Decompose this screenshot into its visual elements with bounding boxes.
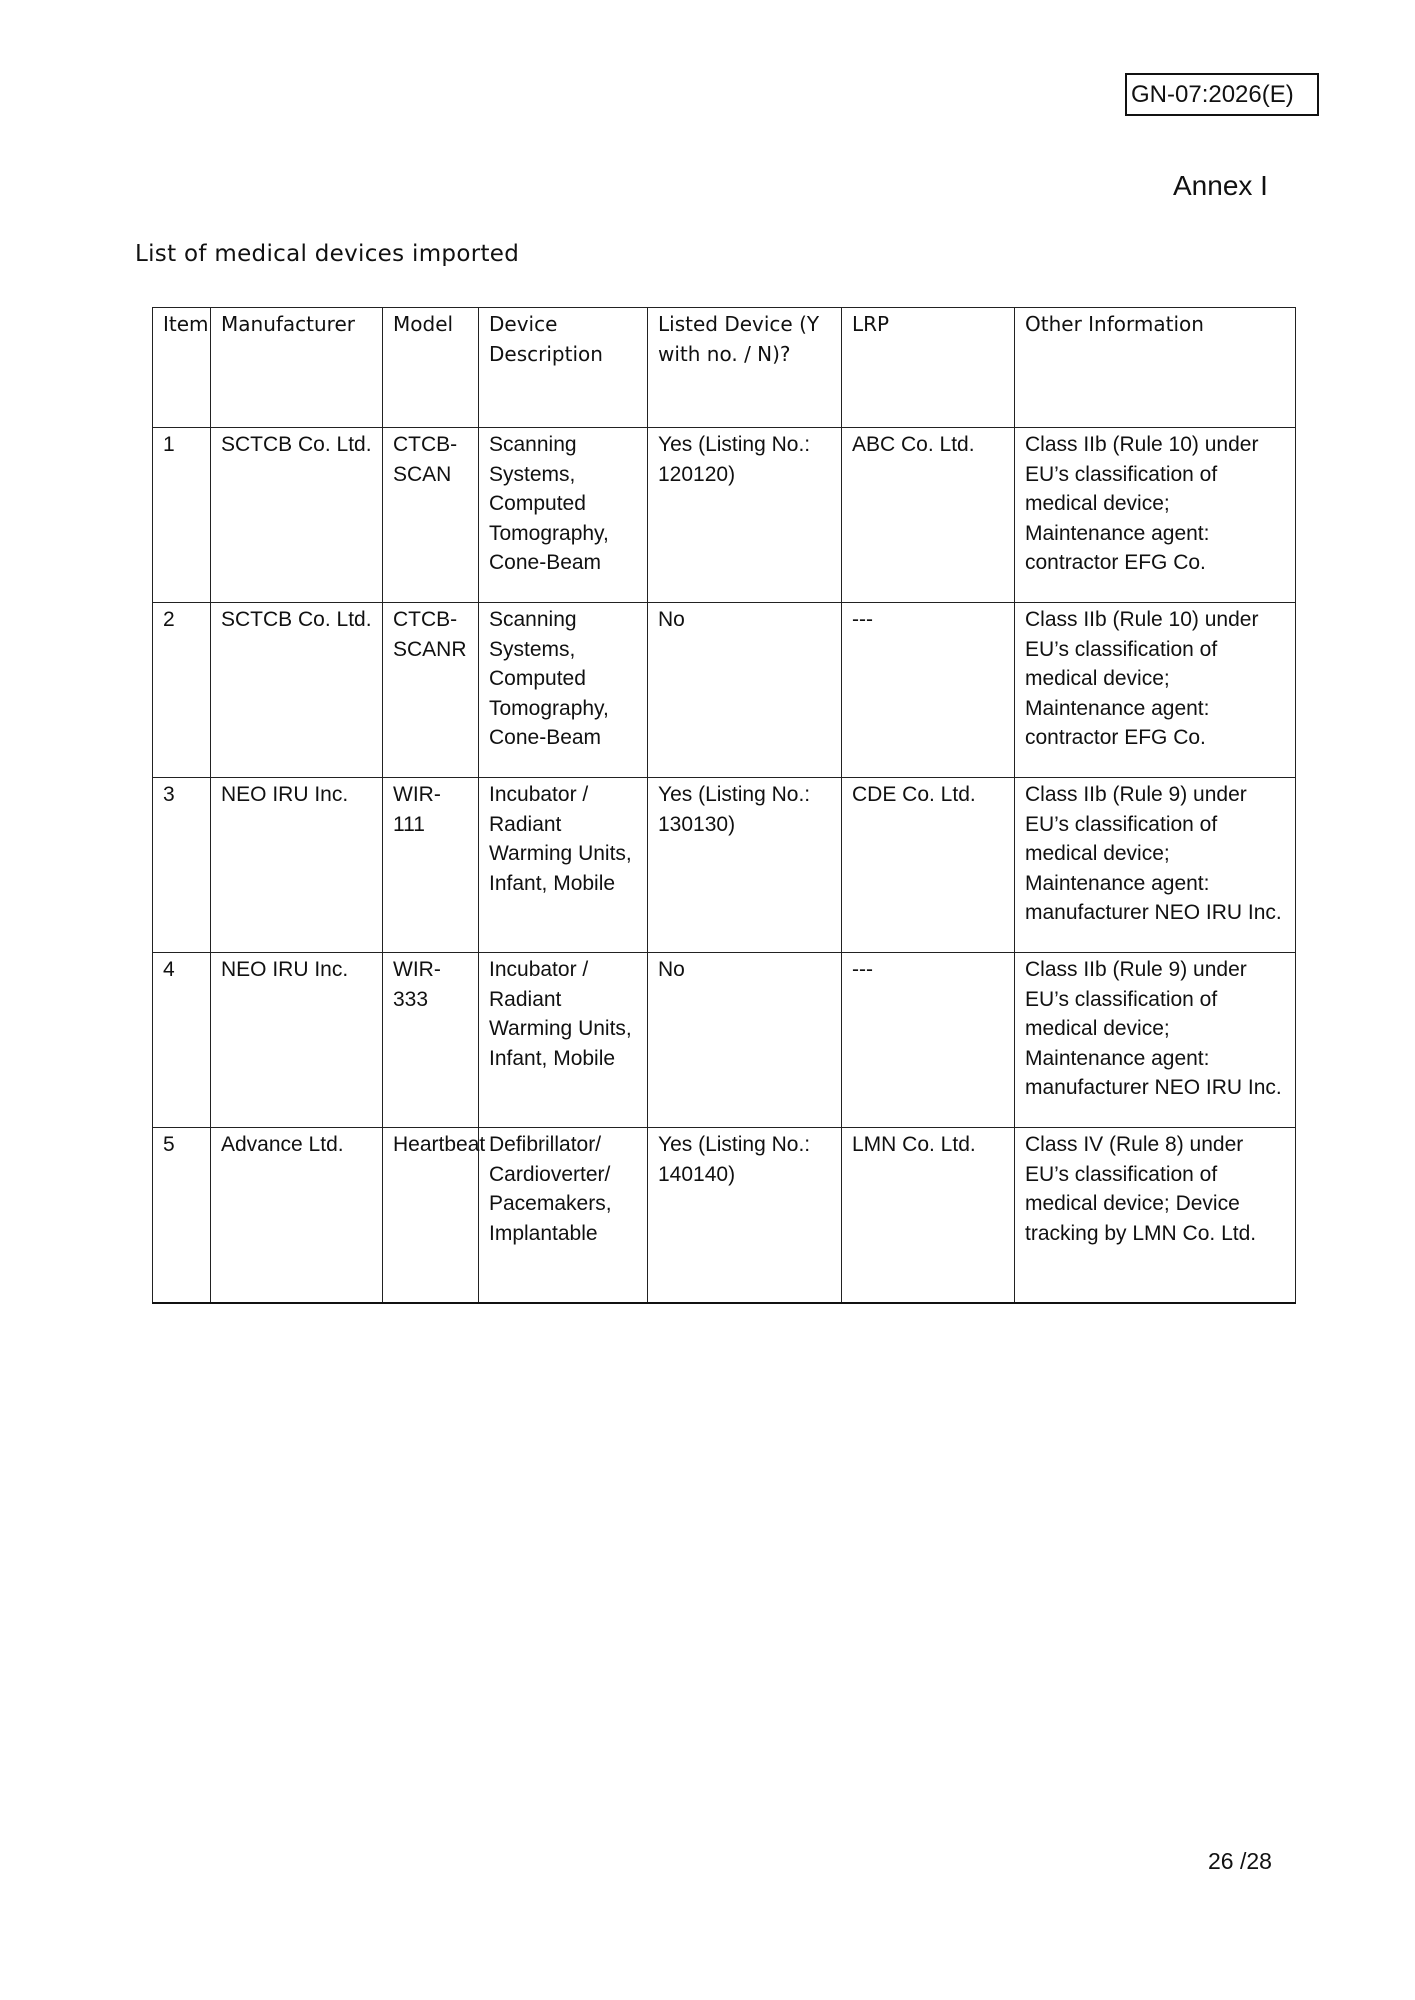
cell-model: WIR-111 (383, 778, 479, 953)
cell-device-description: Incubator / Radiant Warming Units, Infant, Mobile (479, 953, 648, 1128)
cell-other-information: Class IIb (Rule 10) under EU’s classification of medical device; Maintenance agent: contractor EFG Co. (1015, 603, 1296, 778)
page-number: 26 /28 (1208, 1848, 1272, 1874)
column-header-lrp: LRP (842, 308, 1015, 428)
table-row (153, 1128, 1296, 1303)
cell-other-information: Class IIb (Rule 9) under EU’s classification of medical device; Maintenance agent: manufacturer NEO IRU Inc. (1015, 953, 1296, 1128)
annex-heading: Annex I (1173, 170, 1268, 201)
cell-manufacturer: Advance Ltd. (211, 1128, 383, 1303)
cell-device-description: Scanning Systems, Computed Tomography, Cone-Beam (479, 603, 648, 778)
cell-other-information: Class IV (Rule 8) under EU’s classification of medical device; Device tracking by LMN Co. Ltd. (1015, 1128, 1296, 1303)
cell-model: WIR-333 (383, 953, 479, 1128)
cell-lrp: --- (842, 953, 1015, 1128)
cell-listed-device: No (648, 953, 842, 1128)
cell-model: CTCB-SCANR (383, 603, 479, 778)
cell-manufacturer: NEO IRU Inc. (211, 778, 383, 953)
cell-item: 5 (153, 1128, 211, 1303)
cell-model: CTCB-SCAN (383, 428, 479, 603)
cell-manufacturer: SCTCB Co. Ltd. (211, 428, 383, 603)
cell-other-information: Class IIb (Rule 10) under EU’s classification of medical device; Maintenance agent: contractor EFG Co. (1015, 428, 1296, 603)
table-row (153, 428, 1296, 603)
cell-listed-device: No (648, 603, 842, 778)
cell-lrp: CDE Co. Ltd. (842, 778, 1015, 953)
cell-other-information: Class IIb (Rule 9) under EU’s classification of medical device; Maintenance agent: manufacturer NEO IRU Inc. (1015, 778, 1296, 953)
cell-listed-device: Yes (Listing No.: 120120) (648, 428, 842, 603)
cell-device-description: Scanning Systems, Computed Tomography, Cone-Beam (479, 428, 648, 603)
cell-lrp: LMN Co. Ltd. (842, 1128, 1015, 1303)
document-code-box: GN-07:2026(E) (1125, 73, 1319, 116)
devices-table (152, 307, 1296, 1304)
cell-listed-device: Yes (Listing No.: 140140) (648, 1128, 842, 1303)
table-row (153, 778, 1296, 953)
table-row (153, 603, 1296, 778)
cell-listed-device: Yes (Listing No.: 130130) (648, 778, 842, 953)
cell-manufacturer: SCTCB Co. Ltd. (211, 603, 383, 778)
column-header-item: Item (153, 308, 211, 428)
cell-model: Heartbeat (383, 1128, 479, 1303)
column-header-manufacturer: Manufacturer (211, 308, 383, 428)
cell-item: 1 (153, 428, 211, 603)
table-row (153, 953, 1296, 1128)
cell-lrp: ABC Co. Ltd. (842, 428, 1015, 603)
cell-device-description: Incubator / Radiant Warming Units, Infant, Mobile (479, 778, 648, 953)
column-header-other-information: Other Information (1015, 308, 1296, 428)
list-title: List of medical devices imported (135, 241, 520, 267)
cell-item: 3 (153, 778, 211, 953)
column-header-device-description: Device Description (479, 308, 648, 428)
cell-manufacturer: NEO IRU Inc. (211, 953, 383, 1128)
column-header-listed-device: Listed Device (Y with no. / N)? (648, 308, 842, 428)
cell-lrp: --- (842, 603, 1015, 778)
cell-item: 4 (153, 953, 211, 1128)
cell-item: 2 (153, 603, 211, 778)
cell-device-description: Defibrillator/ Cardioverter/ Pacemakers, Implantable (479, 1128, 648, 1303)
table-header-row (153, 308, 1296, 428)
column-header-model: Model (383, 308, 479, 428)
